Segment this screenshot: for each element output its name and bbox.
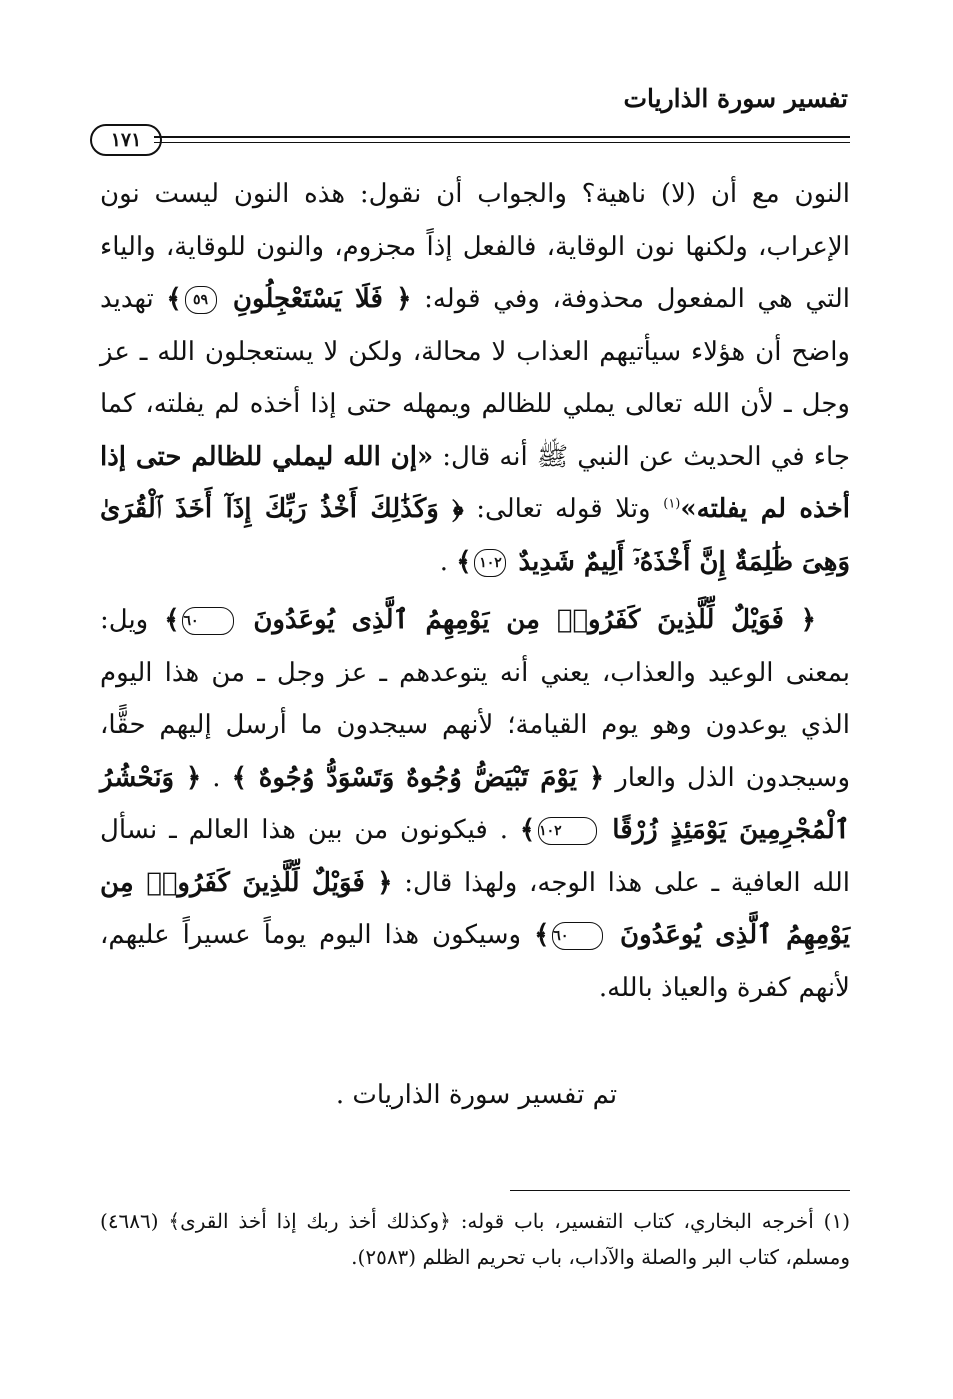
verse-close-bracket: ﴾ xyxy=(534,920,550,950)
footnote-reference[interactable]: (١) xyxy=(663,496,681,512)
footnote-1: (١) أخرجه البخاري، كتاب التفسير، باب قوله: ﴿وكذلك أخذ ربك إذا أخذ القرى﴾ (٤٦٨٦) ومسلم، كتاب البر والصلة والآداب، باب تحريم الظلم (٢٥٨٣). xyxy=(100,1209,850,1269)
verse-text: ﴿ فَوَيْلٌ لِّلَّذِينَ كَفَرُوا۟ مِن يَوْمِهِمُ ٱلَّذِى يُوعَدُونَ xyxy=(236,605,816,635)
ayah-number-marker: ١٠٢ xyxy=(538,817,597,845)
text-run: وسيكون هذا اليوم يوماً عسيراً عليهم، لأنهم كفرة والعياذ بالله. xyxy=(100,920,850,1003)
text-run: . xyxy=(201,762,232,793)
verse-close-bracket: ﴾ xyxy=(166,284,182,314)
verse-close-bracket: ﴾ xyxy=(164,605,180,635)
ayah-number-marker: ٦٠ xyxy=(552,922,603,950)
text-run: . xyxy=(439,546,457,577)
text-run: وتلا قوله تعالى: xyxy=(463,494,664,524)
quran-verse xyxy=(164,605,816,635)
ayah-number-marker: ٦٠ xyxy=(182,607,233,635)
page-number: ١٧١ xyxy=(90,124,162,156)
verse-text: ﴿ وَكَذَٰلِكَ أَخْذُ رَبِّكَ إِذَآ أَخَذَ ٱلْقُرَىٰ وَهِىَ ظَٰلِمَةٌ إِنَّ أَخْذَهُۥٓ أَلِيمٌ شَدِيدٌ xyxy=(100,494,850,577)
verse-text: ﴿ فَوَيْلٌ لِّلَّذِينَ كَفَرُوا۟ مِن يَوْمِهِمُ ٱلَّذِى يُوعَدُونَ xyxy=(100,867,851,950)
hadith-quote: «إن الله ليملي للظالم حتى إذا أخذه لم يفلته» xyxy=(100,441,850,524)
quran-verse: ﴿ يَوْمَ تَبْيَضُّ وُجُوهٌ وَتَسْوَدُّ وُجُوهٌ ﴾ xyxy=(231,762,605,793)
verse-text: ﴿ فَلَا يَسْتَعْجِلُونِ xyxy=(219,284,412,314)
text-run: . فيكونون من بين هذا العالم ـ نسأل الله العافية ـ على هذا الوجه، ولهذا قال: xyxy=(100,815,850,898)
verse-close-bracket: ﴾ xyxy=(456,546,472,577)
body-text xyxy=(100,168,850,1014)
footnote-separator xyxy=(510,1190,850,1191)
paragraph-1 xyxy=(100,168,850,588)
text-run: تهديد واضح أن هؤلاء سيأتيهم العذاب لا محالة، ولكن لا يستعجلون الله ـ عز وجل ـ لأن الله تعالى يملي للظالم ويمهله حتى إذا أخذه لم يفلته، كما جاء في الحديث عن النبي ﷺ أنه قال: xyxy=(100,284,851,472)
chapter-closing-line: تم تفسير سورة الذاريات . xyxy=(335,1080,618,1110)
ayah-number-marker: ٥٩ xyxy=(185,286,217,314)
verse-text: ﴿ وَنَحْشُرُ ٱلْمُجْرِمِينَ يَوْمَئِذٍ زُرْقًا xyxy=(100,762,850,845)
header-rule xyxy=(154,136,850,143)
text-run: ويل: بمعنى الوعيد والعذاب، يعني أنه يتوعدهم ـ عز وجل ـ من هذا اليوم الذي يوعدون وهو يوم القيامة؛ لأنهم سيجدون ما أرسل إليهم حقًّا، وسيجدون الذل والعار xyxy=(100,605,851,793)
running-header-title: تفسير سورة الذاريات xyxy=(623,84,848,113)
paragraph-2 xyxy=(100,594,850,1014)
header-rule-group xyxy=(90,124,850,160)
verse-close-bracket: ﴾ xyxy=(519,815,536,845)
quran-verse xyxy=(166,284,411,314)
ayah-number-marker: ١٠٢ xyxy=(474,549,506,577)
footnotes xyxy=(100,1204,850,1275)
text-run: النون مع أن (لا) ناهية؟ والجواب أن نقول: هذه النون ليست نون الإعراب، ولكنها نون الوقاية، فالفعل إذاً مجزوم، والنون للوقاية، والياء التي هي المفعول محذوفة، وفي قوله: xyxy=(100,179,851,314)
